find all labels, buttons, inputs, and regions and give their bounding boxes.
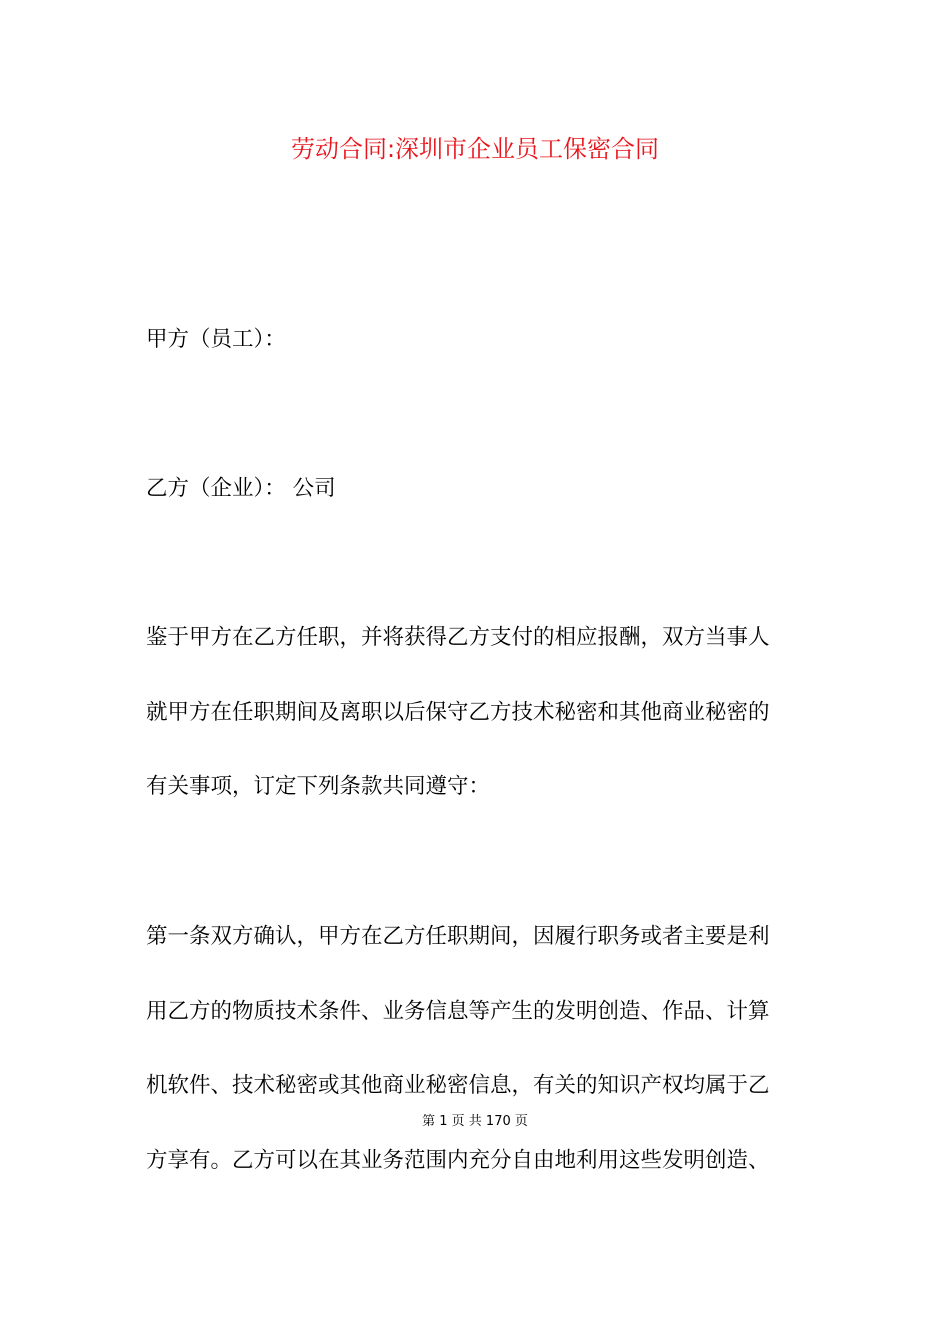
article-1-line: 用乙方的物质技术条件、业务信息等产生的发明创造、作品、计算 (146, 999, 770, 1024)
article-1-line: 第一条双方确认，甲方在乙方任职期间，因履行职务或者主要是利 (146, 924, 770, 949)
page-number: 第 1 页 共 170 页 (422, 1114, 528, 1129)
preamble-line: 有关事项，订定下列条款共同遵守： (146, 774, 491, 799)
preamble-line: 就甲方在任职期间及离职以后保守乙方技术秘密和其他商业秘密的 (146, 700, 770, 725)
article-1-line: 方享有。乙方可以在其业务范围内充分自由地利用这些发明创造、 (146, 1148, 770, 1173)
article-1-line: 机软件、技术秘密或其他商业秘密信息，有关的知识产权均属于乙 (146, 1073, 770, 1098)
party-a-line: 甲方（员工）： (146, 327, 286, 352)
document-title: 劳动合同:深圳市企业员工保密合同 (290, 135, 660, 163)
party-b-line: 乙方（企业）： 公司 (146, 476, 336, 501)
preamble-line: 鉴于甲方在乙方任职，并将获得乙方支付的相应报酬，双方当事人 (146, 625, 770, 650)
